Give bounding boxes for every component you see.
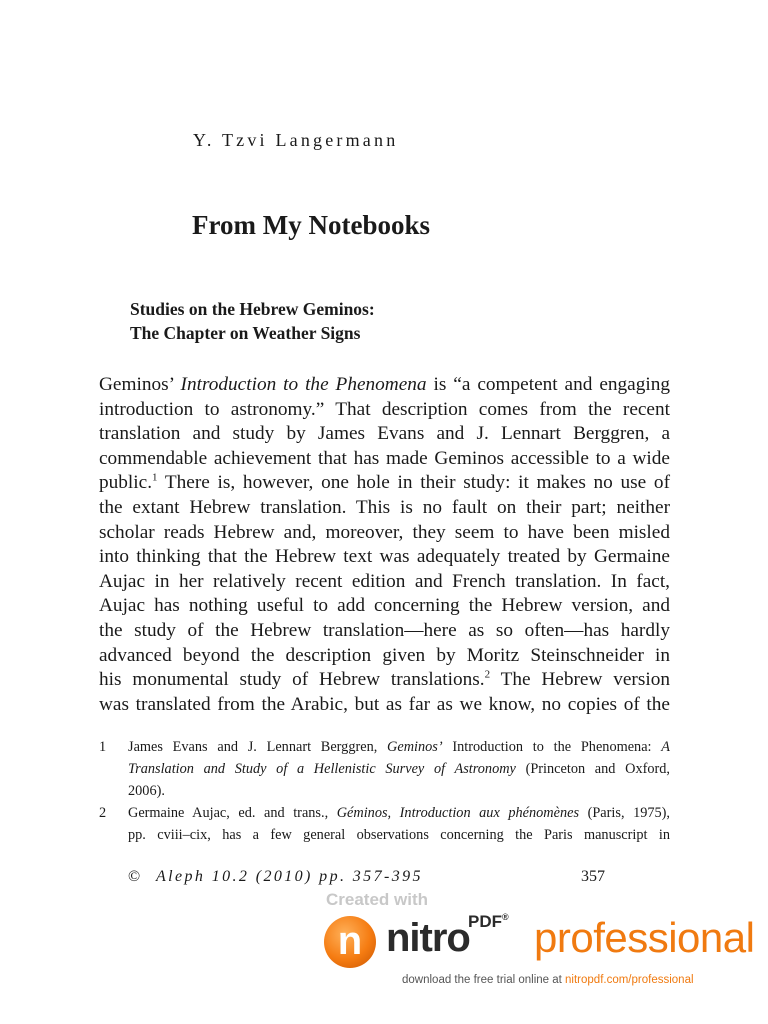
watermark-brand: nitro: [386, 916, 470, 960]
body-line: scholar reads Hebrew and, moreover, they seem to have been misled: [99, 521, 670, 543]
author-name: Y. Tzvi Langermann: [193, 130, 399, 150]
copyright-symbol: ©: [128, 868, 141, 885]
journal-citation: Aleph 10.2 (2010) pp. 357-395: [156, 868, 423, 885]
footnote-italic: Géminos, Introduction aux phénomènes: [336, 805, 580, 821]
body-line: advanced beyond the description given by Moritz Steinschneider in: [99, 644, 670, 666]
body-line: commendable achievement that has made Geminos accessible to a wide: [99, 447, 670, 469]
article-subtitle: [130, 297, 375, 345]
body-line: Geminos’ Introduction to the Phenomena is “a competent and engaging: [99, 374, 670, 395]
body-line: the study of the Hebrew translation—here as so often—has hardly: [99, 619, 670, 641]
body-line: his monumental study of Hebrew translations.$^2$ The Hebrew version: [99, 668, 670, 691]
body-line: translation and study by James Evans and J. Lennart Berggren, a: [99, 423, 670, 445]
body-line: Aujac in her relatively recent edition and French translation. In fact,: [99, 570, 670, 592]
footnote-number: 2: [99, 805, 107, 821]
footnote-marker: 1: [152, 471, 158, 484]
body-line: Aujac has nothing useful to add concerning the Hebrew version, and: [99, 595, 670, 617]
body-line: was translated from the Arabic, but as far as we know, no copies of the: [99, 693, 670, 715]
footnote-italic: A: [661, 739, 670, 755]
body-line: the extant Hebrew translation. This is no fault on their part; neither: [99, 496, 670, 518]
watermark-created-with: Created with: [326, 890, 429, 909]
article-title: From My Notebooks: [192, 210, 430, 240]
watermark-product: professional: [534, 914, 755, 961]
footnote-number: 1: [99, 739, 107, 755]
nitro-logo-icon: n: [324, 916, 376, 968]
nitro-watermark: [320, 890, 760, 1020]
subtitle-line: The Chapter on Weather Signs: [130, 323, 361, 343]
footnote-italic: Geminos’: [387, 739, 443, 755]
body-italic: Introduction to the Phenomena: [180, 374, 427, 395]
footnote-text: [128, 736, 670, 802]
footnote-line: pp. cviii–cix, has a few general observations concerning the Paris manuscript in: [128, 827, 670, 843]
subtitle-line: Studies on the Hebrew Geminos:: [130, 299, 375, 319]
body-line: introduction to astronomy.” That description comes from the recent: [99, 398, 670, 420]
body-line: public.$^1$ There is, however, one hole in their study: it makes no use of: [99, 471, 670, 494]
footnote-line: Translation and Study of a Hellenistic Survey of Astronomy (Princeton and Oxford,: [128, 761, 670, 777]
footnote-line: James Evans and J. Lennart Berggren, Geminos’ Introduction to the Phenomena: A: [128, 739, 670, 755]
footnote-marker: 2: [484, 668, 491, 681]
watermark-brand-sup: PDF®: [468, 912, 509, 931]
body-line: into thinking that the Hebrew text was adequately treated by Germaine: [99, 546, 670, 568]
body-text: [99, 373, 670, 717]
footnote-line: 2006).: [128, 783, 165, 799]
watermark-tagline: download the free trial online at nitropdf.com/professional: [402, 974, 694, 986]
watermark-link[interactable]: nitropdf.com/professional: [565, 974, 694, 986]
footnote-text: [128, 802, 670, 846]
footnote-italic: Translation and Study of a Hellenistic Survey of Astronomy: [128, 761, 516, 777]
page-number: 357: [581, 868, 605, 885]
footnote-line: Germaine Aujac, ed. and trans., Géminos, Introduction aux phénomènes (Paris, 1975),: [128, 805, 670, 821]
